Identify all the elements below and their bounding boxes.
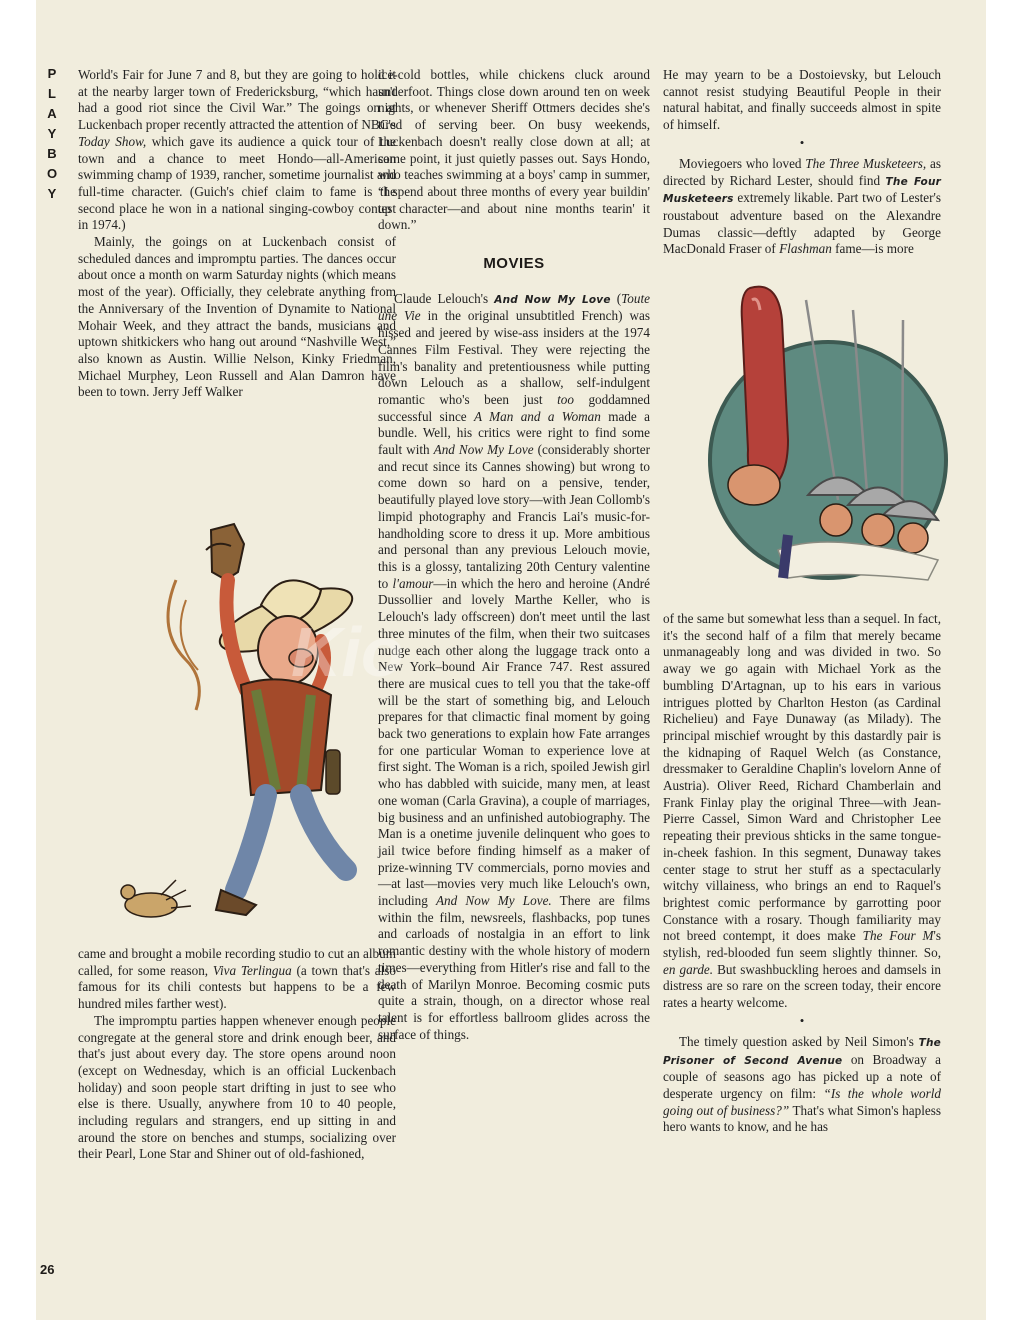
magazine-page — [36, 0, 986, 1320]
page-number: 26 — [40, 1262, 55, 1277]
column-2 — [378, 67, 650, 1043]
paragraph: Mainly, the goings on at Luckenbach consist of scheduled dances and impromptu parties. The dances occur about once a month on warm Saturday nights (which means most of the year). Officially, they celebrate anything from the Anniversary of the Invention of Dynamite to National Mohair Week, and they attract the bands, musicians and uptown shitkickers who hang out around “Nashville West,” also known as Austin. Willie Nelson, Kinky Friedman, Michael Murphey, Leon Russell and Alan Damron have been to town. Jerry Jeff Walker — [78, 234, 396, 400]
separator-bullet: • — [799, 1012, 805, 1028]
column-1-top — [78, 67, 396, 401]
column-1-bottom — [78, 946, 396, 1163]
paragraph: Claude Lelouch's And Now My Love (Toute une Vie in the original unsubtitled French) was hissed and jeered by wise-ass insiders at the 1974 Cannes Film Festival. They were rejecting the film's banality and pretentiousness while putting down Lelouch as a shallow, self-indulgent romantic who's been just too goddamned successful since A Man and a Woman made a bundle. Well, his critics were right to find some fault with And Now My Love (considerably shorter and recut since its Cannes showing) but wrong to come down so hard on a pensive, tender, beautifully played love story—with Jean Collomb's limpid photography and Francis Lai's music-for-handholding score to dress it up. More ambitious and personal than any previous Lelouch movie, this is a glossy, tantalizing 20th Century valentine to l'amour—in which the hero and heroine (André Dussollier and lovely Marthe Keller, who is Lelouch's lady offscreen) don't meet until the last three minutes of the film, when their two suitcases nudge each other along the luggage track onto a New York–bound Air France 747. Rest assured there are musical cues to tell you that the take-off will be the start of something big, and Lelouch prepares for that climactic final moment by going back two generations to explain how Fate arranges for one particular Woman to experience love at first sight. The Woman is a rich, spoiled Jewish girl who has dabbled with suicide, many men, at least one woman (Carla Gravina), a couple of marriages, big business and an unfinished autobiography. The Man is a onetime juvenile delinquent who goes to jail twice before finding himself as a maker of prize-winning TV commercials, porno movies and—at last—movies very much like Lelouch's own, including And Now My Love. There are films within the film, newsreels, flashbacks, pop tunes and carloads of nostalgia in an effort to link romantic destiny with the whole history of modern times—everything from Hitler's rise and fall to the death of Marilyn Monroe. Becoming cosmic puts quite a strain, though, on a director whose real talent is for effortless ballroom glides across the surface of things. — [378, 290, 650, 1042]
paragraph: Moviegoers who loved The Three Musketeers, as directed by Richard Lester, should find The Four Musketeers extremely likable. Part two of Lester's roustabout adventure based on the Alexandre Dumas classic—deftly adapted by George MacDonald Fraser of Flashman fame—is more — [663, 155, 941, 257]
masthead-letter: A — [47, 106, 57, 121]
musketeers-sausage-illustration — [688, 280, 950, 600]
section-heading-movies: MOVIES — [483, 255, 545, 273]
masthead-letter: L — [48, 86, 56, 101]
magazine-name-vertical — [42, 64, 62, 204]
paragraph: World's Fair for June 7 and 8, but they are going to hold it at the nearby larger town of Fredericksburg, “which hasn't had a good riot since the Civil War.” The goings on at Luckenbach proper recently attracted the attention of NBC's Today Show, which gave its audience a quick tour of the town and a chance to meet Hondo—all-American swimming champ of 1939, rancher, sometime journalist and full-time character. (Guich's chief claim to fame is the second place he won in a national singing-cowboy contest in 1974.) — [78, 67, 396, 233]
masthead-letter: Y — [47, 186, 57, 201]
masthead-letter: Y — [47, 126, 57, 141]
column-3-top — [663, 67, 941, 258]
separator-bullet: • — [799, 134, 805, 150]
masthead-letter: B — [47, 146, 57, 161]
paragraph: He may yearn to be a Dostoievsky, but Lelouch cannot resist studying Beautiful People in their natural habitat, and finally succeeds almost in spite of himself. — [663, 67, 941, 133]
paragraph: The timely question asked by Neil Simon's The Prisoner of Second Avenue on Broadway a couple of seasons ago has picked up a note of desperate urgency on film: “Is the whole world going out of business?” That's what Simon's hapless hero wants to know, and he has — [663, 1033, 942, 1135]
column-3-bottom — [663, 611, 941, 1136]
paragraph: came and brought a mobile recording studio to cut an album called, for some reason, Viva Terlingua (a town that's also famous for its chili contests but happens to be a few hundred miles farther west). — [78, 946, 396, 1012]
paragraph: The impromptu parties happen whenever enough people congregate at the general store and drink enough beer, and that's just about every day. The store opens around noon (except on Wednesday, which is an official Luckenbach holiday) and soon people start drifting in just to see who else is there. Usually, anywhere from 10 to 40 people, including regulars and strangers, end up sitting in and around the store on benches and stumps, socializing over their Pearl, Lone Star and Shiner out of old-fashioned, — [78, 1012, 396, 1162]
cowboy-illustration — [116, 510, 386, 930]
watermark: Kio — [291, 613, 404, 691]
paragraph: ice-cold bottles, while chickens cluck around underfoot. Things close down around ten on week nights, or whenever Sheriff Ottmers decides she's tired of serving beer. On busy weekends, Luckenbach doesn't really close down at all; at some point, it just quietly passes out. Says Hondo, who teaches swimming at a boys' camp in summer, “I spend about three months of every year buildin' up character—and about nine months tearin' it down.” — [378, 67, 650, 233]
masthead-letter: P — [47, 66, 57, 81]
paragraph: of the same but somewhat less than a sequel. In fact, it's the second half of a film that merely became unmanageably long and was divided in two. So away we go again with Michael York as the bumbling D'Artagnan, up to his ears in various intrigues plotted by Charlton Heston (as Cardinal Richelieu) and Faye Dunaway (as Milady). The principal mischief wrought by this dastardly pair is the kidnaping of Raquel Welch (as Constance, dressmaker to Geraldine Chaplin's lovelorn Anne of Austria). Oliver Reed, Richard Chamberlain and Frank Finlay play the original Three—with Jean-Pierre Cassel, Simon Ward and Christopher Lee repeating their previous shticks in the same tongue-in-cheek fashion. In this segment, Dunaway takes center stage to strut her stuff as a spectacularly witchy villainess, who brings an end to Raquel's brightest comic performance by garrotting poor Constance with a rosary. Though familiarity may not breed contempt, it does make The Four M's stylish, red-blooded fun seem slightly thinner. So, en garde. But swashbuckling heroes and damsels in distress are so rare on the screen today, their encore rates a hearty welcome. — [663, 611, 941, 1011]
masthead-letter: O — [46, 166, 58, 181]
